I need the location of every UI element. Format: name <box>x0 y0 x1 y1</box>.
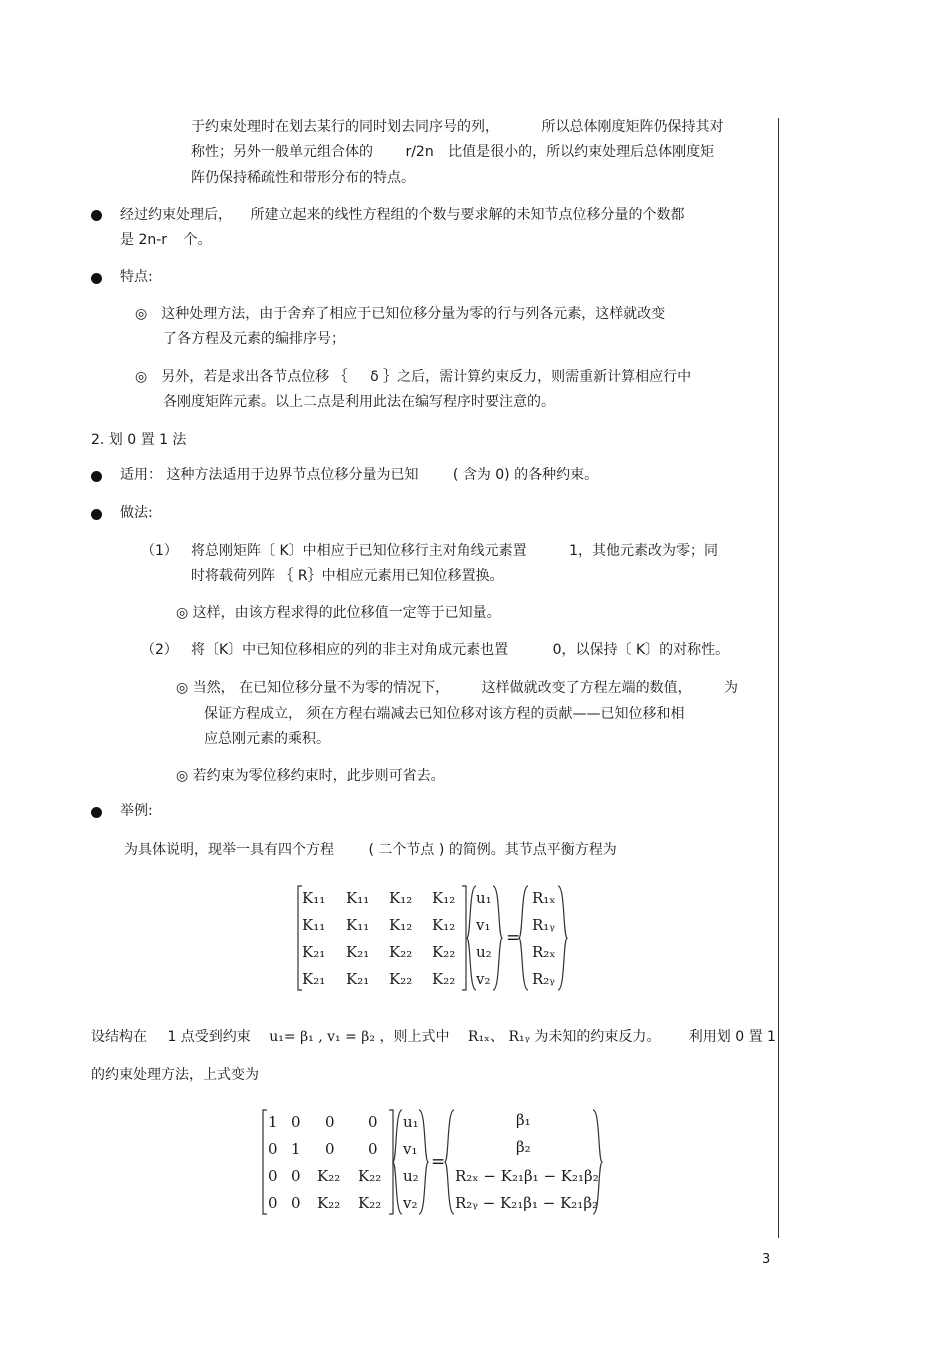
matrix-cell: 0 <box>368 1113 378 1131</box>
example-title: 举例: <box>120 803 153 819</box>
text-segment: ( 含为 0) 的各种约束。 <box>452 467 599 483</box>
method-step1-line2: 时将载荷列阵 ｛ R｝中相应元素用已知位移置换。 <box>191 568 504 584</box>
vector-cell: β₁ <box>516 1111 531 1129</box>
matrix-cell: K₁₁ <box>346 916 370 934</box>
matrix-cell: K₂₂ <box>317 1194 341 1212</box>
equals-sign: = <box>431 1152 446 1172</box>
features-item2-line1 <box>135 367 691 387</box>
text-segment: δ ｝之后，需计算约束反力，则需重新计算相应行中 <box>370 369 692 385</box>
matrix-cell: K₁₂ <box>432 916 456 934</box>
section-heading: 2. 划 0 置 1 法 <box>91 432 187 448</box>
text-segment: 个。 <box>183 232 212 248</box>
matrix-cell: 1 <box>268 1113 278 1131</box>
matrix-cell: K₂₂ <box>358 1167 382 1185</box>
continuation-line-2 <box>191 142 714 162</box>
features-item1-line2: 了各方程及元素的编排序号； <box>163 331 345 347</box>
bullet-icon <box>91 210 102 221</box>
bullet-icon <box>91 273 102 284</box>
text-segment: ( 二个节点 ) 的简例。其节点平衡方程为 <box>368 842 617 858</box>
method-note1-line3: 应总刚元素的乘积。 <box>204 731 330 747</box>
vector-cell: u₁ <box>403 1113 419 1131</box>
method-note1-line2: 保证方程成立， 须在方程右端减去已知位移对该方程的贡献——已知位移和相 <box>204 706 685 722</box>
text-segment: 设结构在 <box>91 1029 147 1045</box>
method-step1-note: ◎ 这样，由该方程求得的此位移值一定等于已知量。 <box>176 605 501 621</box>
constrained-equation <box>261 1108 606 1218</box>
text-segment: ◎ 另外，若是求出各节点位移 ｛ <box>135 369 348 385</box>
matrix-cell: K₂₂ <box>432 943 456 961</box>
text-segment: R₁ₓ、 R₁ᵧ 为未知的约束反力。 <box>467 1029 661 1045</box>
matrix-cell: 0 <box>268 1194 278 1212</box>
constraint-line-1 <box>91 1027 776 1047</box>
text-segment: 将总刚矩阵〔 K〕中相应于已知位移行主对角线元素置 <box>191 543 527 559</box>
matrix-cell: 0 <box>291 1113 301 1131</box>
method-note2: ◎ 若约束为零位移约束时，此步则可省去。 <box>176 768 445 784</box>
vector-cell: R₂ᵧ − K₂₁β₁ − K₂₁β₂ <box>455 1194 598 1212</box>
features-item1-line1: ◎ 这种处理方法，由于舍弃了相应于已知位移分量为零的行与列各元素，这样就改变 <box>135 306 666 322</box>
text-segment: 所建立起来的线性方程组的个数与要求解的未知节点位移分量的个数都 <box>250 207 685 223</box>
features-title: 特点: <box>120 269 153 285</box>
vector-cell: v₂ <box>476 970 491 988</box>
method-step2-line <box>191 640 729 660</box>
text-segment: r/2n <box>405 144 434 160</box>
vector-cell: R₁ᵧ <box>532 916 555 934</box>
method-title: 做法: <box>120 505 153 521</box>
matrix-cell: K₂₂ <box>432 970 456 988</box>
vector-cell: R₂ᵧ <box>532 970 555 988</box>
equilibrium-equation <box>296 884 576 994</box>
matrix-cell: K₁₁ <box>302 889 326 907</box>
matrix-cell: K₁₂ <box>389 889 413 907</box>
matrix-cell: K₂₁ <box>302 970 326 988</box>
continuation-line-1 <box>191 117 723 137</box>
vector-cell: v₁ <box>403 1140 418 1158</box>
matrix-cell: K₂₂ <box>317 1167 341 1185</box>
matrix-cell: K₂₂ <box>389 943 413 961</box>
right-margin-rule <box>778 118 779 1238</box>
page-number: 3 <box>762 1252 771 1267</box>
matrix-cell: K₁₁ <box>346 889 370 907</box>
vector-cell: R₁ₓ <box>532 889 556 907</box>
matrix-cell: K₂₁ <box>302 943 326 961</box>
vector-cell: v₂ <box>403 1194 418 1212</box>
matrix-cell: K₂₂ <box>358 1194 382 1212</box>
matrix-cell: K₁₁ <box>302 916 326 934</box>
text-segment: 是 2n-r <box>120 232 168 248</box>
features-item2-line2: 各刚度矩阵元素。以上二点是利用此法在编写程序时要注意的。 <box>163 394 555 410</box>
text-segment: 这样做就改变了方程左端的数值， <box>481 680 692 696</box>
matrix-cell: 0 <box>268 1167 278 1185</box>
matrix-cell: 0 <box>291 1194 301 1212</box>
method-note1-line1 <box>176 678 738 698</box>
continuation-line-3: 阵仍保持稀疏性和带形分布的特点。 <box>191 170 415 186</box>
text-segment: 所以总体刚度矩阵仍保持其对 <box>541 119 724 135</box>
bullet1-line-1 <box>120 205 684 225</box>
text-segment: 经过约束处理后， <box>120 207 232 223</box>
text-segment: 1 点受到约束 <box>167 1029 251 1045</box>
matrix-cell: K₂₁ <box>346 970 370 988</box>
matrix-cell: K₂₂ <box>389 970 413 988</box>
vector-cell: R₂ₓ <box>532 943 556 961</box>
text-segment: 适用： 这种方法适用于边界节点位移分量为已知 <box>120 467 419 483</box>
text-segment: 利用划 0 置 1 <box>688 1029 776 1045</box>
matrix-cell: 0 <box>291 1167 301 1185</box>
matrix-cell: K₁₂ <box>389 916 413 934</box>
matrix-cell: 0 <box>325 1140 335 1158</box>
matrix-cell: 0 <box>325 1113 335 1131</box>
text-segment: 于约束处理时在划去某行的同时划去同序号的列， <box>191 119 499 135</box>
text-segment: 为具体说明，现举一具有四个方程 <box>124 842 334 858</box>
method-step1-line1 <box>191 541 718 561</box>
text-segment: 称性；另外一般单元组合体的 <box>191 144 373 160</box>
text-segment: 比值是很小的，所以约束处理后总体刚度矩 <box>448 144 715 160</box>
equals-sign: = <box>506 928 521 948</box>
matrix-cell: 0 <box>368 1140 378 1158</box>
vector-cell: v₁ <box>476 916 491 934</box>
vector-cell: u₂ <box>476 943 492 961</box>
bullet-icon <box>91 509 102 520</box>
method-step1-number: （1） <box>141 543 178 559</box>
bullet1-line-2 <box>120 230 212 250</box>
matrix-cell: K₁₂ <box>432 889 456 907</box>
matrix-cell: 0 <box>268 1140 278 1158</box>
bullet-icon <box>91 471 102 482</box>
text-segment: 将〔K〕中已知位移相应的列的非主对角成元素也置 <box>191 642 509 658</box>
text-segment: 为 <box>724 680 739 696</box>
apply-line <box>120 465 598 485</box>
vector-cell: u₁ <box>476 889 492 907</box>
text-segment: ◎ 当然， 在已知位移分量不为零的情况下， <box>176 680 450 696</box>
vector-cell: R₂ₓ − K₂₁β₁ − K₂₁β₂ <box>455 1167 599 1185</box>
text-segment: 1，其他元素改为零；同 <box>569 543 719 559</box>
example-intro <box>124 840 617 860</box>
constraint-line-2: 的约束处理方法，上式变为 <box>91 1067 259 1083</box>
text-segment: 0，以保持〔 K〕的对称性。 <box>552 642 730 658</box>
text-segment: u₁= β₁ , v₁ = β₂ ，则上式中 <box>269 1029 450 1045</box>
method-step2-number: （2） <box>141 642 178 658</box>
matrix-cell: 1 <box>291 1140 301 1158</box>
vector-cell: β₂ <box>516 1138 531 1156</box>
matrix-cell: K₂₁ <box>346 943 370 961</box>
vector-cell: u₂ <box>403 1167 419 1185</box>
bullet-icon <box>91 807 102 818</box>
